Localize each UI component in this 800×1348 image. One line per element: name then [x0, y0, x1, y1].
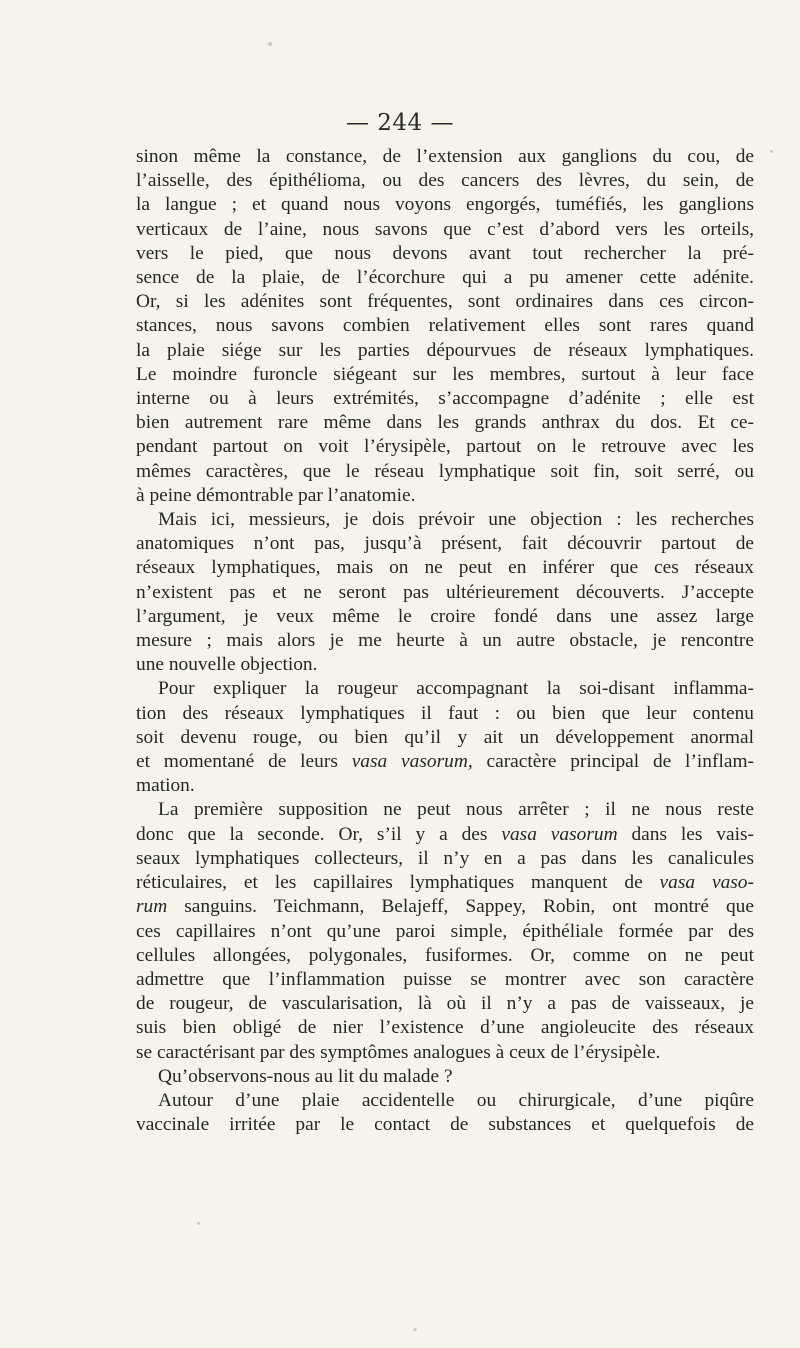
text-line: pendant partout on voit l’érysipèle, partout on le retrouve avec les	[136, 436, 754, 458]
text-line: la langue ; et quand nous voyons engorgés, tuméfiés, les ganglions	[136, 194, 754, 216]
text-line	[136, 750, 754, 774]
text-line: la plaie siége sur les parties dépourvues de réseaux lymphatiques.	[136, 339, 754, 361]
text-line: sinon même la constance, de l’extension aux ganglions du cou, de	[136, 146, 754, 167]
page-number: — 244 —	[345, 110, 455, 136]
text-line: une nouvelle objection.	[136, 654, 318, 676]
text-line: anatomiques n’ont pas, jusqu’à présent, fait découvrir partout de	[136, 533, 754, 555]
text-line: mation.	[136, 775, 195, 797]
text-line	[136, 871, 754, 895]
text-line: interne ou à leurs extrémités, s’accompagne d’adénite ; elle est	[136, 388, 754, 410]
italic-term: vasa vasorum	[501, 823, 618, 845]
text-line: stances, nous savons combien relativement elles sont rares quand	[136, 315, 754, 337]
text-line: mêmes caractères, que le réseau lymphatique soit fin, soit serré, ou	[136, 460, 754, 482]
text-line: vaccinale irritée par le contact de substances et quelquefois de	[136, 1114, 754, 1136]
text-line: réseaux lymphatiques, mais on ne peut en inférer que ces réseaux	[136, 557, 754, 579]
text-line: l’aisselle, des épithélioma, ou des cancers des lèvres, du sein, de	[136, 170, 754, 192]
text-run: sanguins. Teichmann, Belajeff, Sappey, Robin, ont montré que	[184, 896, 754, 918]
text-line: se caractérisant par des symptômes analogues à ceux de l’érysipèle.	[136, 1041, 661, 1063]
text-line	[136, 895, 754, 919]
text-line: Pour expliquer la rougeur accompagnant la soi-disant inflamma-	[158, 678, 754, 700]
text-line: Or, si les adénites sont fréquentes, sont ordinaires dans ces circon-	[136, 291, 754, 313]
text-run: , caractère principal de l’inflam-	[467, 751, 754, 773]
text-line: cellules allongées, polygonales, fusiformes. Or, comme on ne peut	[136, 944, 754, 966]
text-line: La première supposition ne peut nous arrêter ; il ne nous reste	[158, 799, 754, 821]
text-line: Le moindre furoncle siégeant sur les membres, surtout à leur face	[136, 363, 754, 385]
text-line: ces capillaires n’ont qu’une paroi simple, épithéliale formée par des	[136, 920, 754, 942]
page-speck	[197, 1222, 200, 1225]
text-line: n’existent pas et ne seront pas ultérieurement découverts. J’accepte	[136, 581, 754, 603]
italic-term: rum	[136, 896, 168, 918]
text-line: Mais ici, messieurs, je dois prévoir une objection : les recherches	[158, 509, 754, 531]
text-line: de rougeur, de vascularisation, là où il n’y a pas de vaisseaux, je	[136, 993, 754, 1015]
text-line	[136, 823, 754, 847]
text-line: soit devenu rouge, ou bien qu’il y ait un développement anormal	[136, 726, 754, 748]
text-line: mesure ; mais alors je me heurte à un autre obstacle, je rencontre	[136, 630, 754, 652]
page-speck	[413, 1328, 417, 1331]
text-line: vers le pied, que nous devons avant tout rechercher la pré-	[136, 242, 754, 264]
text-line: seaux lymphatiques collecteurs, il n’y en a pas dans les canalicules	[136, 847, 754, 869]
text-line: suis bien obligé de nier l’existence d’une angioleucite des réseaux	[136, 1017, 754, 1039]
text-line: à peine démontrable par l’anatomie.	[136, 484, 416, 506]
text-line: bien autrement rare même dans les grands anthrax du dos. Et ce-	[136, 412, 754, 434]
text-run: et momentané de leurs	[136, 751, 338, 773]
text-run: donc que la seconde. Or, s’il y a des	[136, 823, 488, 845]
page-speck	[268, 42, 272, 46]
page-speck	[770, 150, 773, 153]
italic-term: vasa vasorum	[351, 751, 468, 773]
text-line: tion des réseaux lymphatiques il faut : ou bien que leur contenu	[136, 702, 754, 724]
text-line: sence de la plaie, de l’écorchure qui a pu amener cette adénite.	[136, 267, 754, 289]
text-line: admettre que l’inflammation puisse se montrer avec son caractère	[136, 968, 754, 990]
text-line: Qu’observons-nous au lit du malade ?	[158, 1065, 453, 1087]
text-line: l’argument, je veux même le croire fondé dans une assez large	[136, 605, 754, 627]
text-line: verticaux de l’aine, nous savons que c’est d’abord vers les orteils,	[136, 218, 754, 240]
text-line: Autour d’une plaie accidentelle ou chirurgicale, d’une piqûre	[158, 1089, 754, 1111]
text-run: réticulaires, et les capillaires lymphatiques manquent de	[136, 872, 643, 894]
text-run: dans les vais-	[631, 823, 754, 845]
italic-term: vasa vaso-	[659, 872, 754, 894]
body-text	[136, 145, 754, 1137]
